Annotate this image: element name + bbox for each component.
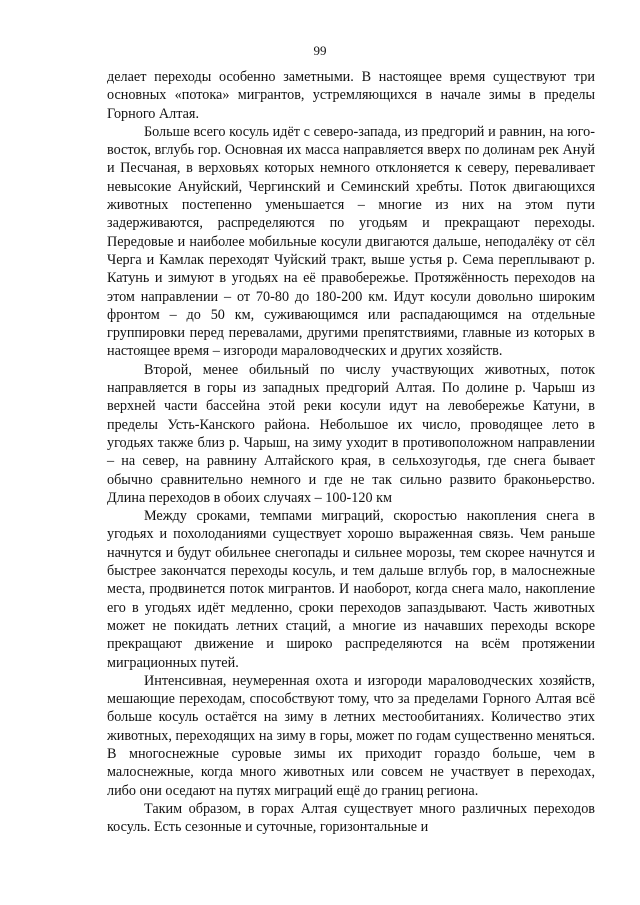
paragraph: Больше всего косуль идёт с северо-запада, из предгорий и равнин, на юго-восток, вглубь гор. Основная их масса направляется вверх по долинам рек Ануй и Песчаная, в верховьях которых немного отклоняется к северу, переваливает невысокие Ануйский, Чергинский и Семинский хребты. Поток двигающихся животных постепенно уменьшается – многие из них на этом пути задерживаются, распределяются по угодьям и прекращают переходы. Передовые и наиболее мобильные косули двигаются дальше, неподалёку от сёл Черга и Камлак переходят Чуйский тракт, выше устья р. Сема переплывают р. Катунь и зимуют в угодьях на её правобережье. Протяжённость переходов на этом направлении – от 70-80 до 180-200 км. Идут косули довольно широким фронтом – до 50 км, суживающимся или распадающимся на отдельные группировки перед перевалами, другими препятствиями, главные из которых в настоящее время – изгороди мараловодческих и других хозяйств. [107,123,595,360]
page-number: 99 [313,43,327,58]
body-text [107,68,595,836]
paragraph: Таким образом, в горах Алтая существует много различных переходов косуль. Есть сезонные и суточные, горизонтальные и [107,800,595,836]
paragraph: Второй, менее обильный по числу участвующих животных, поток направляется в горы из западных предгорий Алтая. По долине р. Чарыш из верхней части бассейна этой реки косули идут на левобережье Катуни, в пределы Усть-Канского района. Небольшое их число, проводящее лето в угодьях также близ р. Чарыш, на зиму уходит в противоположном направлении – на север, на равнину Алтайского края, в сельхозугодья, где снега бывает обычно сравнительно немного и где не так сильно развито браконьерство. Длина переходов в обоих случаях – 100-120 км [107,361,595,506]
paragraph: Интенсивная, неумеренная охота и изгороди мараловодческих хозяйств, мешающие переходам, способствуют тому, что за пределами Горного Алтая всё больше косуль остаётся на зиму в летних местообитаниях. Количество этих животных, переходящих на зиму в горы, может по годам существенно меняться. В многоснежные суровые зимы их приходит гораздо больше, чем в малоснежные, когда много животных или совсем не участвует в переходах, либо они оседают на путях миграций ещё до границ региона. [107,672,595,799]
paragraph: Между сроками, темпами миграций, скоростью накопления снега в угодьях и похолоданиями существует хорошо выраженная связь. Чем раньше начнутся и будут обильнее снегопады и сильнее морозы, тем скорее начнутся и быстрее закончатся переходы косуль, и тем дальше вглубь гор, в малоснежные места, продвинется поток мигрантов. И наоборот, когда снега мало, накопление его в угодьях идёт медленно, сроки переходов запаздывают. Часть животных может не покидать летних стаций, а многие из начавших переходы вскоре прекращают движение и широко распределяются на всём протяжении миграционных путей. [107,508,595,671]
paragraph: делает переходы особенно заметными. В настоящее время существуют три основных «потока» мигрантов, устремляющихся в начале зимы в пределы Горного Алтая. [107,69,595,122]
